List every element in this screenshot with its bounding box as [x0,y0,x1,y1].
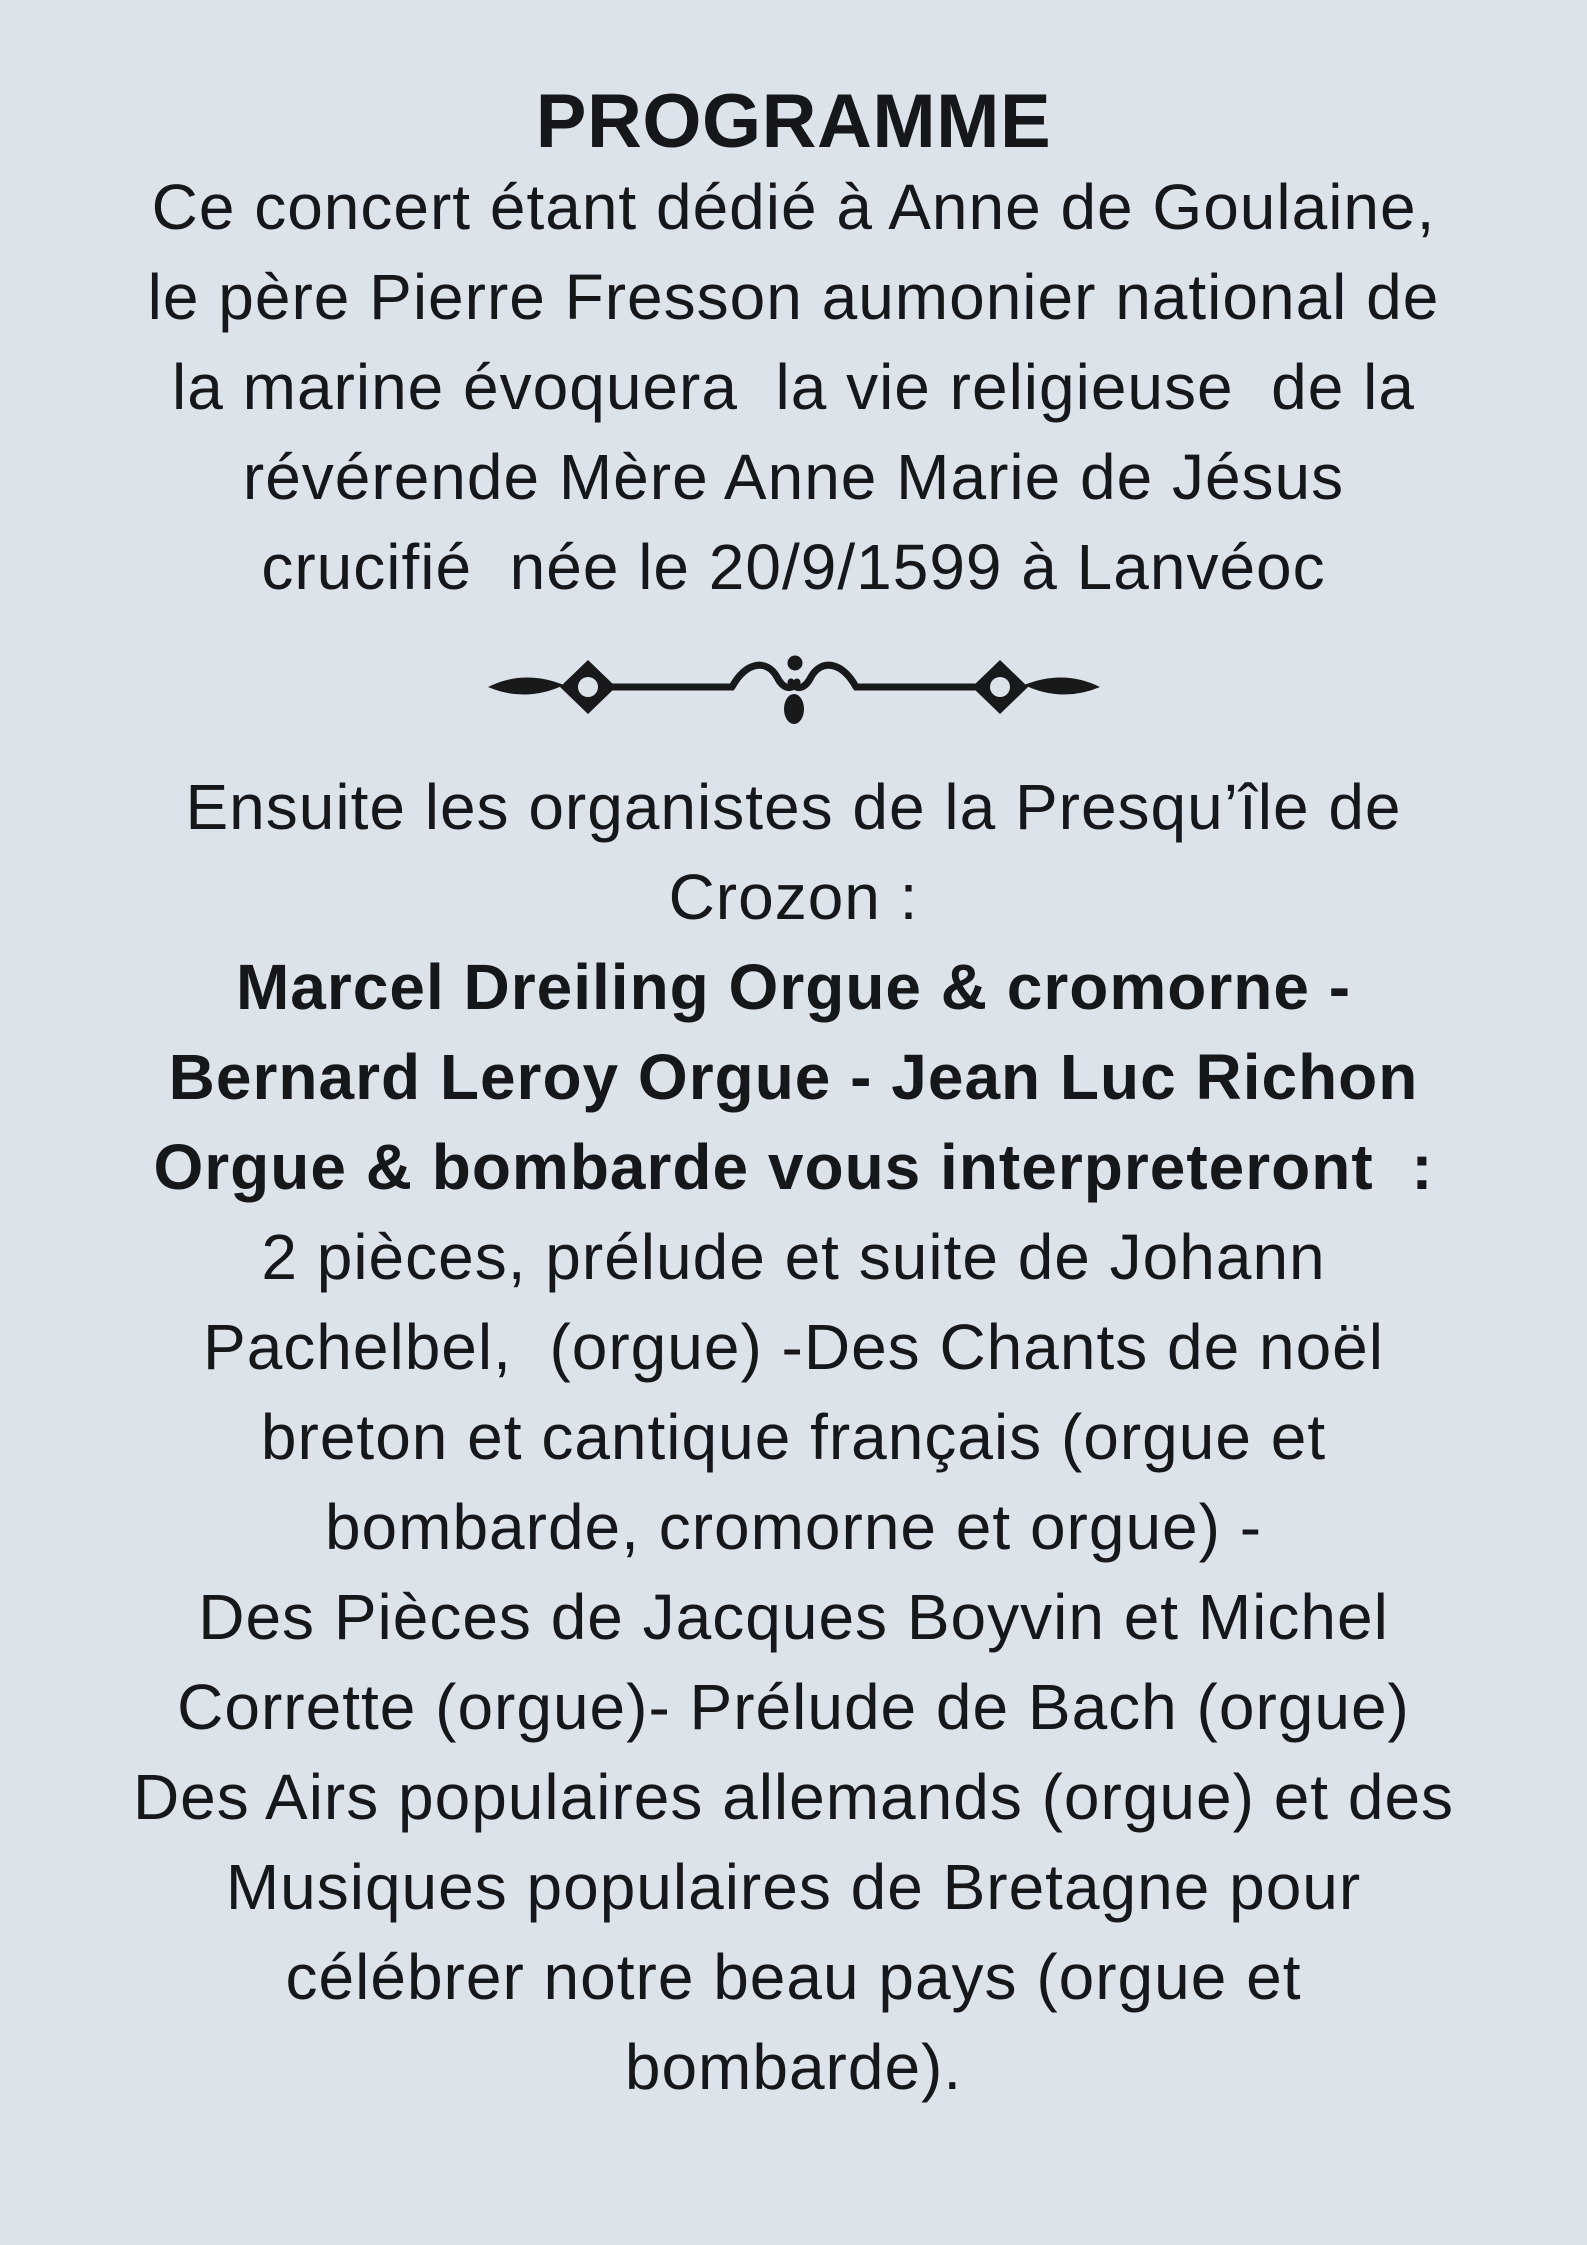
page-title: PROGRAMME [535,79,1052,164]
text-line: Musiques populaires de Bretagne pour [225,1851,1362,1923]
text-line: la marine évoquera la vie religieuse de la [172,351,1415,423]
text-line: Crozon : [668,861,919,933]
text-line: révérende Mère Anne Marie de Jésus [242,441,1345,513]
text-line-performers: Orgue & bombarde vous interpreteront : [153,1131,1434,1203]
text-line: crucifié née le 20/9/1599 à Lanvéoc [261,531,1326,603]
text-line: Des Pièces de Jacques Boyvin et Michel [198,1581,1389,1653]
text-line: bombarde, cromorne et orgue) - [324,1491,1263,1563]
ornamental-flourish-divider-icon [484,632,1104,742]
text-line: Ensuite les organistes de la Presqu’île de [185,771,1402,843]
text-line: célébrer notre beau pays (orgue et [285,1941,1302,2013]
text-line: Des Airs populaires allemands (orgue) et des [132,1761,1455,1833]
text-line: Pachelbel, (orgue) -Des Chants de noël [203,1311,1384,1383]
text-line-performers: Bernard Leroy Orgue - Jean Luc Richon [168,1041,1419,1113]
section-divider [0,612,1587,762]
text-line: bombarde). [624,2031,963,2103]
text-line: 2 pièces, prélude et suite de Johann [261,1221,1326,1293]
text-line: breton et cantique français (orgue et [260,1401,1327,1473]
text-line: le père Pierre Fresson aumonier national de [147,261,1440,333]
text-line: Corrette (orgue)- Prélude de Bach (orgue) [177,1671,1410,1743]
text-line: Ce concert étant dédié à Anne de Goulaine, [151,171,1436,243]
text-line-performers: Marcel Dreiling Orgue & cromorne - [235,951,1352,1023]
